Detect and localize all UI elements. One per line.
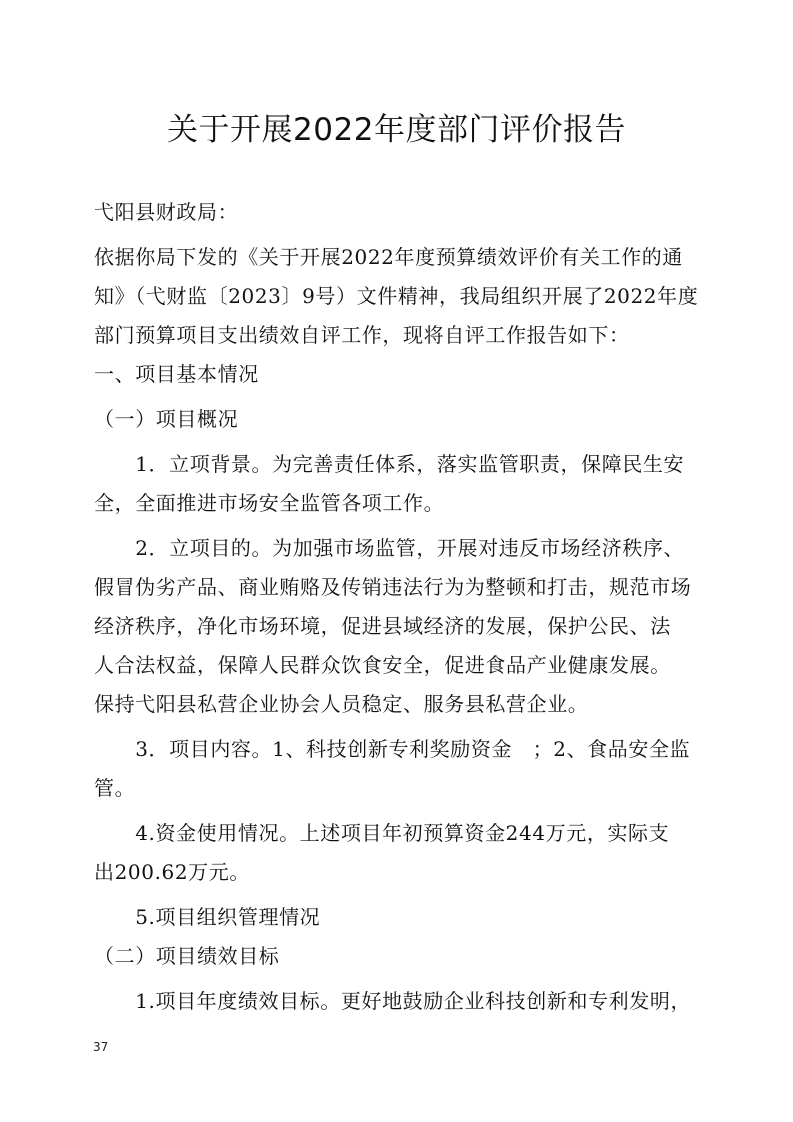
paragraph-line: 经济秩序，净化市场环境，促进县域经济的发展，保护公民、法 [94, 614, 671, 638]
paragraph-line: 保持弋阳县私营企业协会人员稳定、服务县私营企业。 [94, 692, 589, 716]
paragraph-line: 知》（弋财监〔2023〕9号）文件精神，我局组织开展了2022年度 [94, 284, 699, 308]
section-heading: 一、项目基本情况 [94, 362, 259, 386]
paragraph-line: 3．项目内容。1、科技创新专利奖励资金 ；2、食品安全监 [94, 737, 691, 761]
subsection-heading: （一）项目概况 [94, 407, 239, 431]
salutation: 弋阳县财政局： [94, 200, 239, 224]
paragraph-line: 1．立项背景。为完善责任体系，落实监管职责，保障民生安 [94, 452, 685, 476]
paragraph-line: 全，全面推进市场安全监管各项工作。 [94, 491, 445, 515]
document-title: 关于开展2022年度部门评价报告 [167, 112, 626, 148]
paragraph-line: 2．立项目的。为加强市场监管，开展对违反市场经济秩序、 [94, 536, 685, 560]
paragraph-line: 部门预算项目支出绩效自评工作，现将自评工作报告如下： [94, 323, 630, 347]
paragraph-line: 1.项目年度绩效目标。更好地鼓励企业科技创新和专利发明， [94, 989, 692, 1013]
page-number: 37 [93, 1040, 109, 1054]
paragraph-line: 4.资金使用情况。上述项目年初预算资金244万元，实际支 [94, 821, 670, 845]
paragraph-line: 假冒伪劣产品、商业贿赂及传销违法行为为整顿和打击，规范市场 [94, 575, 692, 599]
document-body [94, 193, 708, 1021]
paragraph-line: 人合法权益，保障人民群众饮食安全，促进食品产业健康发展。 [94, 653, 671, 677]
subsection-heading: （二）项目绩效目标 [94, 944, 280, 968]
paragraph-line: 管。 [94, 776, 136, 800]
paragraph-line: 依据你局下发的《关于开展2022年度预算绩效评价有关工作的通 [94, 245, 683, 269]
paragraph-line: 出200.62万元。 [94, 860, 250, 884]
paragraph-line: 5.项目组织管理情况 [94, 905, 321, 929]
